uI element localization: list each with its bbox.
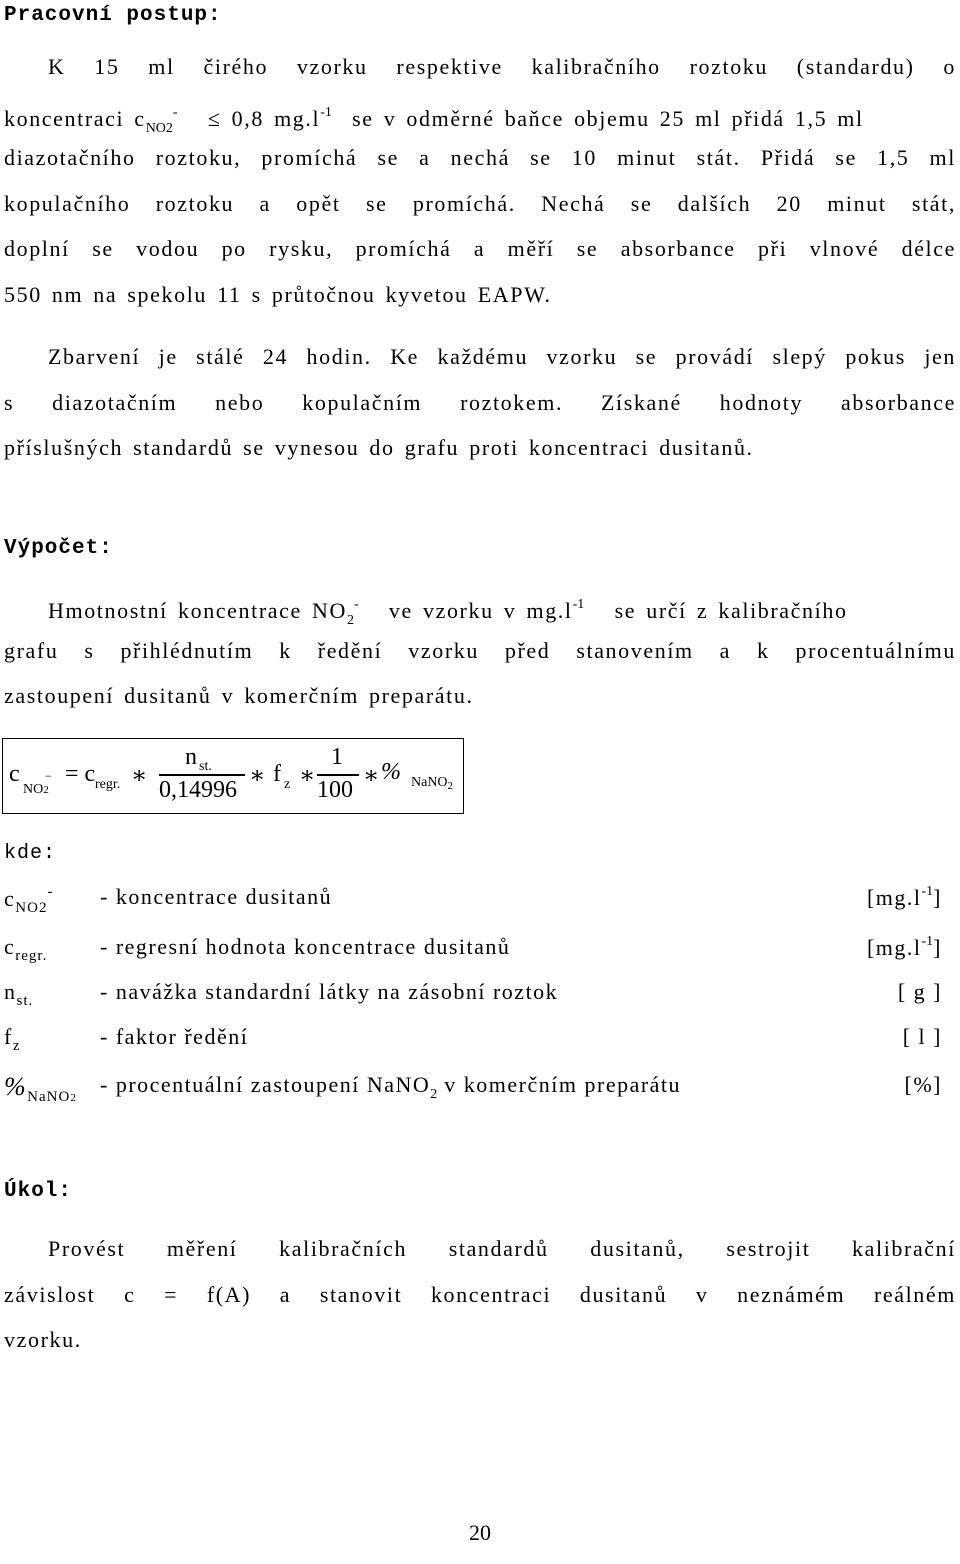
text-span: ≤ 0,8 mg.l xyxy=(207,105,321,131)
text-span: se určí z kalibračního xyxy=(614,598,848,623)
text-span: - procentuální zastoupení NaNO xyxy=(100,1072,431,1097)
text-span: v komerčním preparátu xyxy=(444,1072,682,1097)
text-line: K 15 ml čirého vzorku respektive kalibračního roztoku (standardu) o xyxy=(48,54,956,79)
superscript: - xyxy=(353,597,359,612)
fraction-line xyxy=(317,774,359,776)
formula-f: f xyxy=(273,761,281,787)
formula-f-subscript: z xyxy=(284,777,291,792)
text-line: doplní se vodou po rysku, promíchá a měří se absorbance při vlnové délce xyxy=(4,236,956,261)
text-span: ] xyxy=(933,935,942,960)
text-span: ve vzorku v mg.l xyxy=(388,598,573,623)
paragraph-task xyxy=(4,1226,956,1363)
subscript: 2 xyxy=(43,784,49,796)
text-line: zastoupení dusitanů v komerčním preparátu. xyxy=(4,683,474,708)
subscript: st. xyxy=(16,993,34,1009)
text-line: Provést měření kalibračních standardů dusitanů, sestrojit kalibrační xyxy=(48,1236,956,1261)
text-span: n xyxy=(4,979,17,1004)
definition-row xyxy=(4,934,942,974)
superscript: -1 xyxy=(572,597,585,612)
text-line: grafu s přihlédnutím k ředění vzorku před stanovením a k procentuálnímu xyxy=(4,637,956,663)
formula-one: 1 xyxy=(331,744,343,770)
formula-equals-c: = c xyxy=(65,761,96,787)
page-number: 20 xyxy=(469,1520,491,1545)
subscript: 2 xyxy=(70,1092,77,1104)
formula-c-subscript xyxy=(23,782,49,798)
formula-n: n xyxy=(185,744,197,770)
definition-symbol xyxy=(4,1072,77,1106)
paragraph-coloring xyxy=(4,334,956,471)
heading-ukol: Úkol: xyxy=(4,1180,73,1203)
text-span: koncentraci c xyxy=(4,105,146,131)
formula-c: c xyxy=(9,761,20,787)
definition-symbol xyxy=(4,1024,21,1055)
formula-nano xyxy=(411,775,453,792)
text-span: NaNO xyxy=(411,775,448,790)
subscript: NO xyxy=(15,900,39,916)
definition-row xyxy=(4,979,942,1019)
text-span: c xyxy=(4,886,16,911)
formula-n-subscript: st. xyxy=(199,759,212,774)
paragraph-procedure xyxy=(4,44,956,317)
definition-unit: [ g ] xyxy=(897,979,942,1004)
definition-symbol xyxy=(4,934,47,965)
text-span: f xyxy=(4,1024,13,1049)
subscript: z xyxy=(12,1038,21,1054)
subscript: 2 xyxy=(38,900,48,916)
kde-label: kde: xyxy=(4,842,57,865)
text-line: vzorku. xyxy=(4,1327,82,1352)
text-span: se v odměrné baňce objemu 25 ml přidá 1,5 ml xyxy=(352,105,864,131)
formula-hundred: 100 xyxy=(317,777,353,803)
subscript: regr. xyxy=(15,948,48,964)
definition-unit xyxy=(867,884,942,911)
definition-unit: [%] xyxy=(904,1072,942,1097)
superscript: -1 xyxy=(320,104,332,120)
subscript: NO xyxy=(145,120,166,136)
superscript: -1 xyxy=(921,934,934,949)
definition-row xyxy=(4,884,942,924)
formula-box xyxy=(2,738,464,814)
paragraph-calculation xyxy=(4,582,956,719)
fraction-line xyxy=(159,774,245,776)
definition-unit xyxy=(867,934,942,961)
subscript: 2 xyxy=(447,780,454,792)
text-line: kopulačního roztoku a opět se promíchá. Nechá se dalších 20 minut stát, xyxy=(4,190,956,216)
text-line: s diazotačním nebo kopulačním roztokem. Získané hodnoty absorbance xyxy=(4,389,956,415)
text-line: 550 nm na spekolu 11 s průtočnou kyvetou EAPW. xyxy=(4,281,552,307)
heading-pracovni-postup: Pracovní postup: xyxy=(4,4,222,27)
formula-c-superscript: − xyxy=(45,769,52,783)
definition-text: - navážka standardní látky na zásobní roztok xyxy=(100,979,559,1004)
superscript: -1 xyxy=(921,884,934,899)
definition-symbol xyxy=(4,979,33,1010)
text-span: Hmotnostní koncentrace NO xyxy=(48,598,347,623)
text-span: ] xyxy=(933,885,942,910)
superscript: - xyxy=(172,104,178,120)
heading-vypocet: Výpočet: xyxy=(4,537,113,560)
definition-row xyxy=(4,1072,942,1112)
text-line: diazotačního roztoku, promíchá se a nechá se 10 minut stát. Přidá se 1,5 ml xyxy=(4,145,956,170)
text-line: závislost c = f(A) a stanovit koncentraci dusitanů v neznámém reálném xyxy=(4,1281,956,1307)
formula-star: ∗ xyxy=(249,763,266,789)
superscript: - xyxy=(47,884,54,900)
text-line: Zbarvení je stálé 24 hodin. Ke každému vzorku se provádí slepý pokus jen xyxy=(48,344,956,369)
text-line xyxy=(4,90,956,136)
definition-text: - regresní hodnota koncentrace dusitanů xyxy=(100,934,511,959)
formula-denominator: 0,14996 xyxy=(159,777,237,803)
formula-star: ∗ xyxy=(131,763,148,789)
formula-regr: regr. xyxy=(95,777,121,792)
text-span: c xyxy=(4,934,16,959)
definition-text: - koncentrace dusitanů xyxy=(100,884,333,909)
subscript: NO xyxy=(23,782,44,797)
subscript: 2 xyxy=(346,613,354,628)
definition-unit: [ l ] xyxy=(902,1024,942,1049)
subscript: 2 xyxy=(430,1087,438,1102)
text-span: [mg.l xyxy=(866,885,922,910)
definition-text xyxy=(100,1072,681,1103)
text-line xyxy=(4,582,956,628)
formula-percent: % xyxy=(381,759,401,785)
formula-star: ∗ xyxy=(363,763,380,789)
definition-symbol xyxy=(4,884,53,917)
definition-text: - faktor ředění xyxy=(100,1024,249,1049)
text-line: příslušných standardů se vynesou do grafu proti koncentraci dusitanů. xyxy=(4,435,754,460)
text-span: % xyxy=(4,1072,28,1101)
formula-star: ∗ xyxy=(299,763,316,789)
subscript: NaNO xyxy=(27,1089,71,1105)
definition-row xyxy=(4,1024,942,1064)
text-span: [mg.l xyxy=(866,935,922,960)
subscript: 2 xyxy=(165,120,173,136)
